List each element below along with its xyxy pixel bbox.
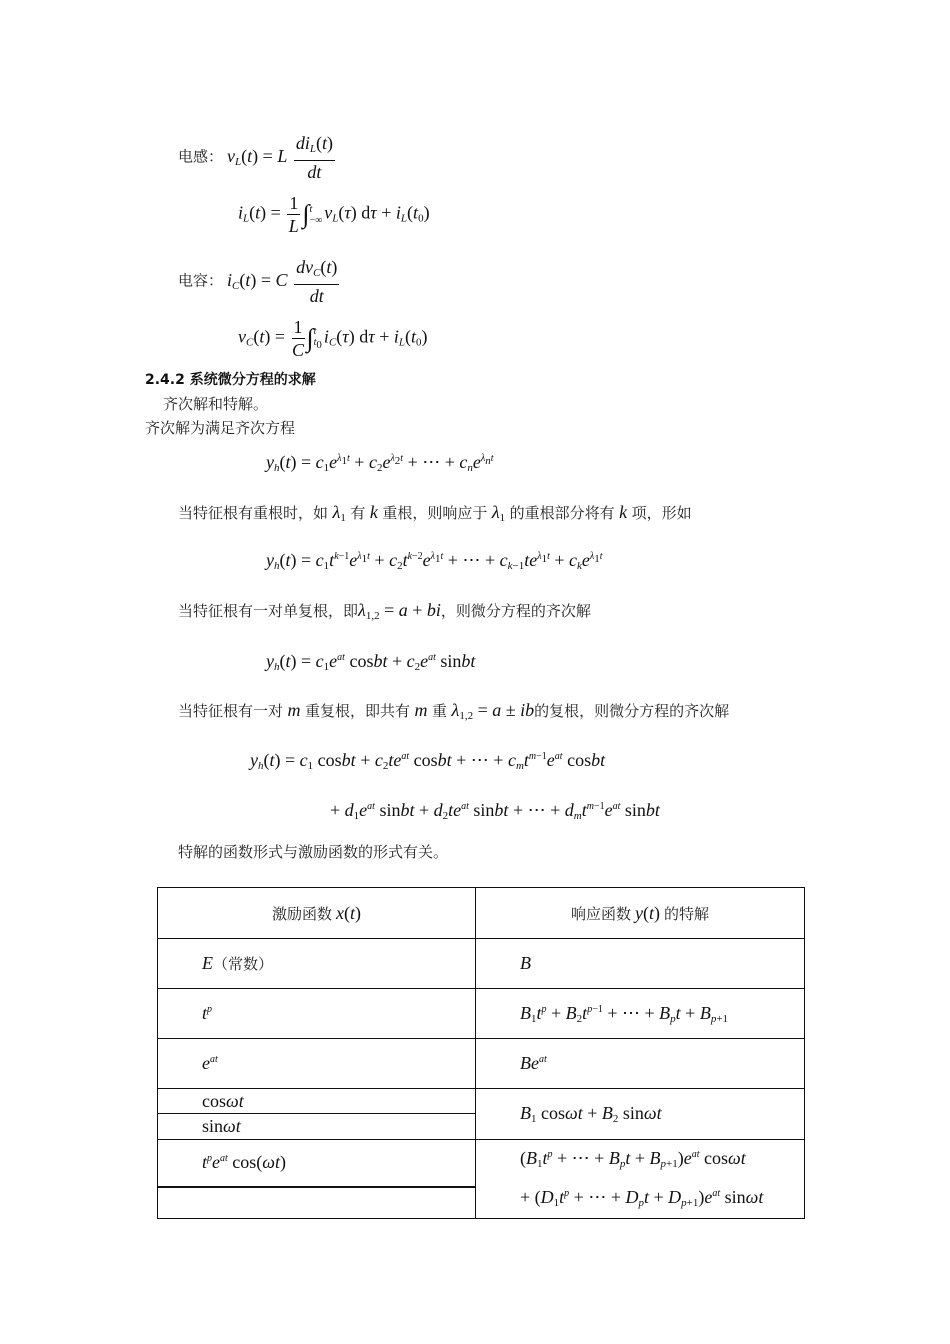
homog-solution-distinct: $y_h(t) = c_1e^{\lambda_1t} + c_2e^{\lambda_2t}$ + ⋯ + $c_ne^{\lambda_nt}$ xyxy=(266,452,494,474)
inductor-voltage-equation: 电感： $v_L(t) = L$ $\frac{di_L(t)}{dt}$ xyxy=(178,133,333,182)
excitation-cell: $e^{at}$ xyxy=(158,1039,476,1089)
table-row xyxy=(158,939,805,989)
response-cell: $B_1t^p + B_2t^{p-1}$ + ⋯ + $B_pt + B_{p+1}$ xyxy=(476,989,805,1039)
repeated-root-paragraph: 当特征根有重根时，如 $\lambda_1$ 有 k 重根，则响应于 $\lambda_1$ 的重根部分将有 k 项，形如 xyxy=(178,502,692,524)
homog-solution-multi-complex-line1: $y_h(t) = c_1$ cosbt + $c_2te^{at}$ cosbt + ⋯ + $c_mt^{m-1}e^{at}$ cosbt xyxy=(250,750,606,772)
table-row xyxy=(158,1140,805,1187)
excitation-cell-empty xyxy=(158,1187,476,1219)
table-header-row xyxy=(158,888,805,939)
homog-def-line: 齐次解为满足齐次方程 xyxy=(145,419,296,437)
complex-root-paragraph: 当特征根有一对单复根，即$\lambda_{1,2} = a$ + bi，则微分方程的齐次解 xyxy=(178,600,591,622)
particular-note: 特解的函数形式与激励函数的形式有关。 xyxy=(178,843,449,861)
excitation-cell: sinωt xyxy=(158,1114,476,1140)
capacitor-current-equation: 电容： $i_C(t) = C$ $\frac{dv_C(t)}{dt}$ xyxy=(178,257,338,306)
capacitor-voltage-equation: $v_C(t)$ = $\frac{1}{C}$ ∫ t $t_0$ $i_C(\tau) d\tau + i_L(t_0)$ xyxy=(238,317,428,360)
homog-solution-multi-complex-line2: + $d_1e^{at}$ sinbt + $d_2te^{at}$ sinbt + ⋯ + $d_mt^{m-1}e^{at}$ sinbt xyxy=(330,800,660,822)
excitation-cell: $t^pe^{at}$ cos(ωt) xyxy=(158,1140,476,1187)
response-cell: $B_1$ $\cos\omega t + B_2$ sinωt xyxy=(476,1089,805,1140)
inductor-current-equation: $i_L(t)$ = $\frac{1}{L}$ ∫ t −∞ $v_L(\tau) d\tau + i_L(t_0)$ xyxy=(238,193,430,236)
excitation-cell: $t^p$ xyxy=(158,989,476,1039)
homog-particular-line: 齐次解和特解。 xyxy=(163,395,269,413)
multi-complex-paragraph: 当特征根有一对 m 重复根，即共有 m 重 $\lambda_{1,2} = a$ ± ib的复根，则微分方程的齐次解 xyxy=(178,700,730,722)
homog-solution-repeated: $y_h(t) = c_1t^{k-1}e^{\lambda_1t} + c_2t^{k-2}e^{\lambda_1t}$ + ⋯ + $c_{k-1}te^{\lambda_1t} + c_ke^{\lambda_1t}$ xyxy=(266,550,603,572)
homog-solution-complex: $y_h(t) = c_1e^{at}$ cosbt + $c_2e^{at}$ sinbt xyxy=(266,651,476,673)
table-row xyxy=(158,1089,805,1114)
table-row xyxy=(158,1039,805,1089)
particular-solution-table xyxy=(157,887,805,1219)
response-cell: $Be^{at}$ xyxy=(476,1039,805,1089)
response-cell: B xyxy=(476,939,805,989)
excitation-cell: cosωt xyxy=(158,1089,476,1114)
table-header-excitation: 激励函数 x(t) xyxy=(158,888,476,939)
inductor-label: 电感： xyxy=(178,147,224,166)
section-heading: 2.4.2 系统微分方程的求解 xyxy=(145,372,316,388)
table-header-response: 响应函数 y(t) 的特解 xyxy=(476,888,805,939)
response-cell: ($B_1t^p$ + ⋯ + $B_pt + B_{p+1})e^{at}$ cosωt + ($D_1t^p$ + ⋯ + $D_pt + D_{p+1})e^{at}$ sinωt xyxy=(476,1140,805,1219)
excitation-cell: E（常数） xyxy=(158,939,476,989)
capacitor-label: 电容： xyxy=(178,271,224,290)
table-row xyxy=(158,989,805,1039)
